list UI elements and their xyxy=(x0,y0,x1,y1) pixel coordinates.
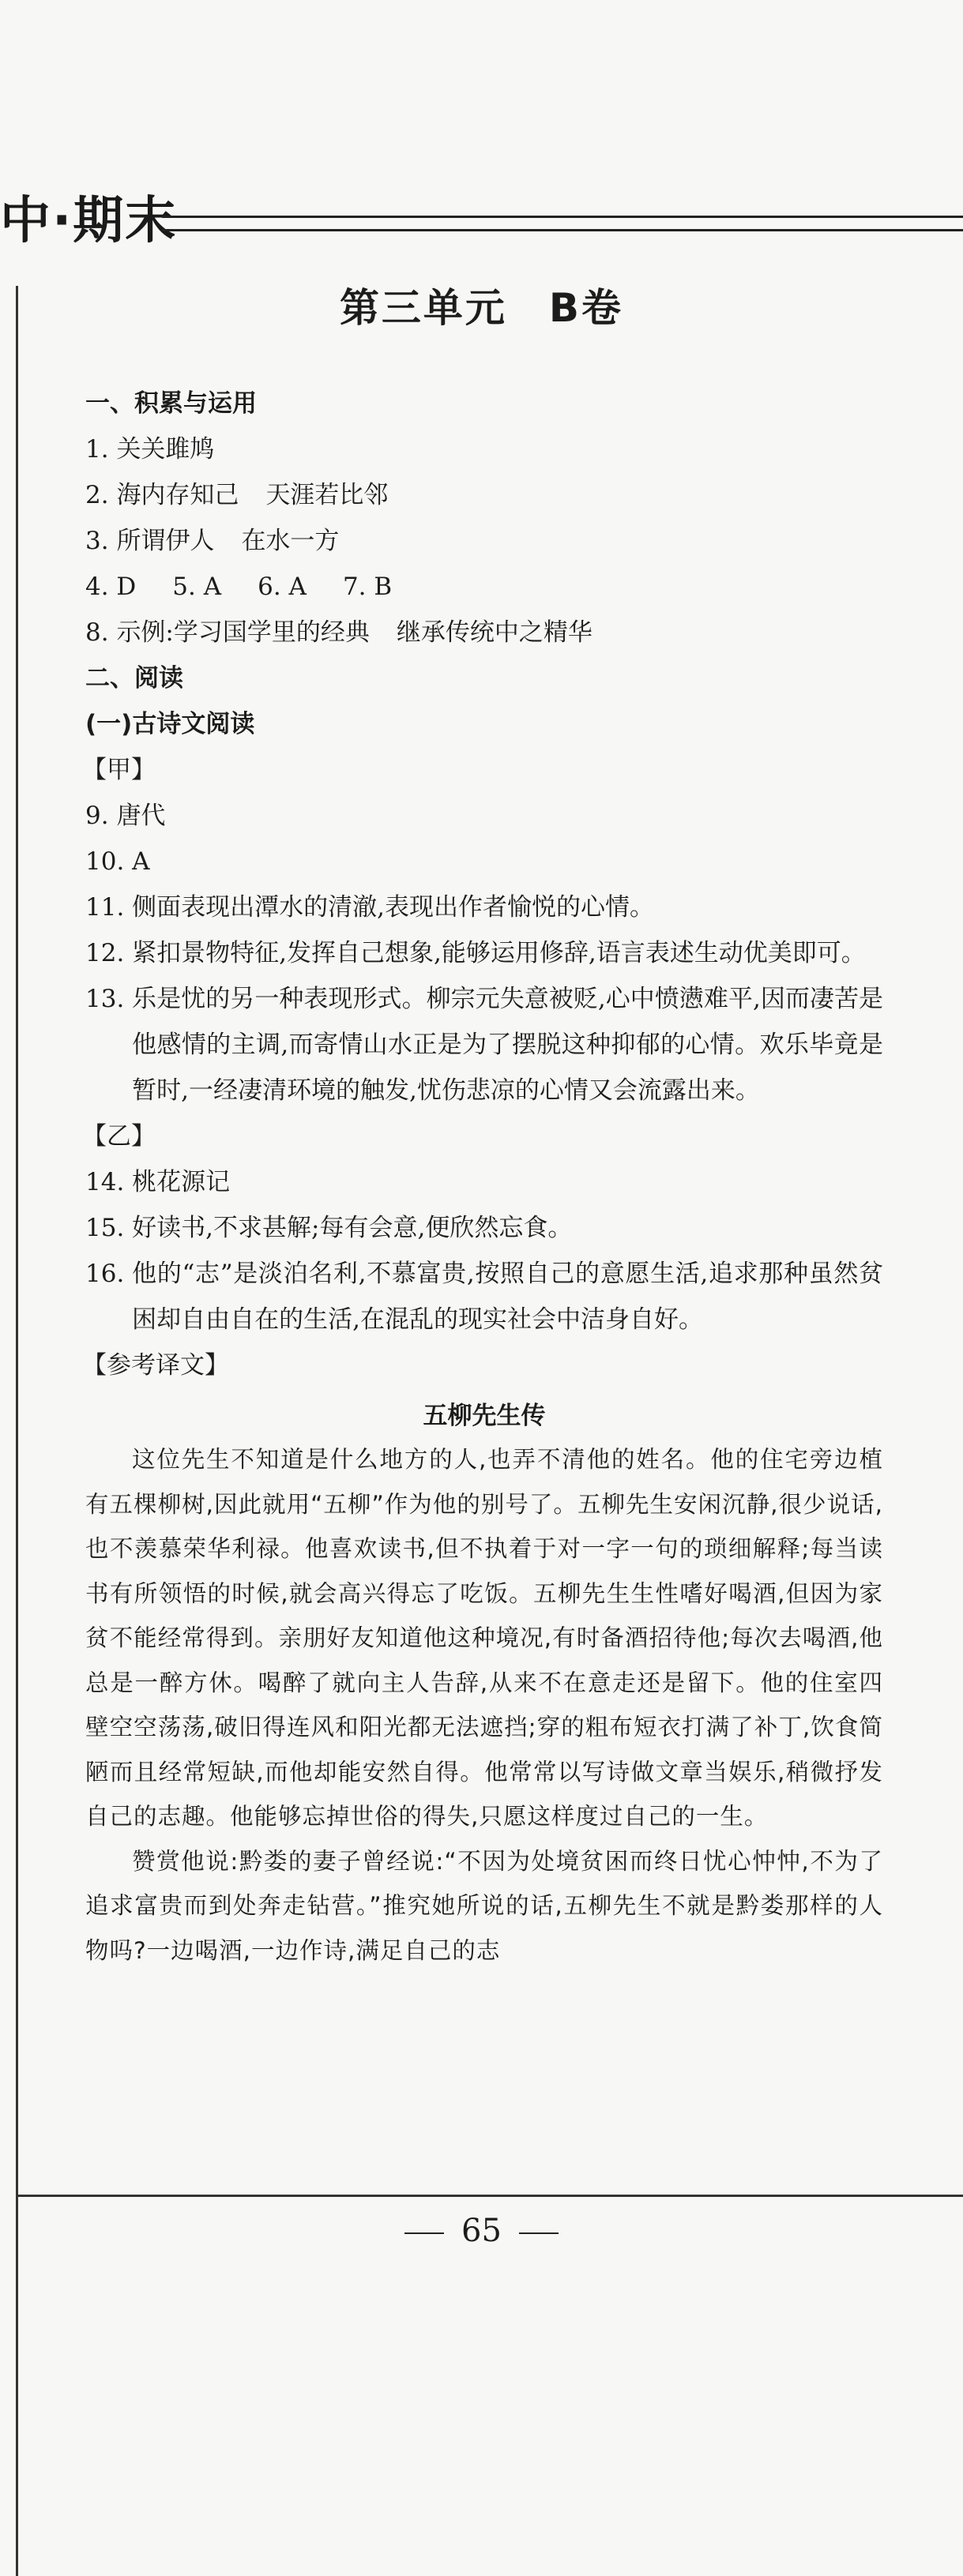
translation-paragraph: 这位先生不知道是什么地方的人,也弄不清他的姓名。他的住宅旁边植有五棵柳树,因此就用“五柳”作为他的别号了。五柳先生安闲沉静,很少说话,也不羡慕荣华利禄。他喜欢读书,但不执着于对一字一句的琐细解释;每当读书有所领悟的时候,就会高兴得忘了吃饭。五柳先生生性嗜好喝酒,但因为家贫不能经常得到。亲朋好友知道他这种境况,有时备酒招待他;每次去喝酒,他总是一醉方休。喝醉了就向主人告辞,从来不在意走还是留下。他的住室四壁空空荡荡,破旧得连风和阳光都无法遮挡;穿的粗布短衣打满了补丁,饮食简陋而且经常短缺,而他却能安然自得。他常常以写诗做文章当娱乐,稍微抒发自己的志趣。他能够忘掉世俗的得失,只愿这样度过自己的一生。 xyxy=(85,1446,883,1830)
answer-7: 7. B xyxy=(342,573,393,601)
answer-14: 14. 桃花源记 xyxy=(85,1168,231,1196)
answer-3: 3. 所谓伊人 在水一方 xyxy=(85,527,340,555)
answer-16: 16. 他的“志”是淡泊名利,不慕富贵,按照自己的意愿生活,追求那种虽然贫困却自由自在的生活,在混乱的现实社会中洁身自好。 xyxy=(85,1260,883,1334)
section-heading: 一、积累与运用 xyxy=(85,389,257,418)
answer-15: 15. 好读书,不求甚解;每有会意,便欣然忘食。 xyxy=(85,1214,573,1242)
answer-2: 2. 海内存知己 天涯若比邻 xyxy=(85,481,389,509)
page-number: 65 xyxy=(0,2203,963,2259)
answer-10: 10. A xyxy=(85,847,150,876)
header-double-rule xyxy=(162,216,963,231)
translation-text xyxy=(85,1437,883,1973)
reference-translation-label: 【参考译文】 xyxy=(82,1351,229,1380)
subsection-heading: (一)古诗文阅读 xyxy=(85,710,255,738)
answer-1: 1. 关关雎鸠 xyxy=(85,435,215,464)
answer-13: 13. 乐是忧的另一种表现形式。柳宗元失意被贬,心中愤懑难平,因而凄苦是他感情的主调,而寄情山水正是为了摆脱这种抑郁的心情。欢乐毕竟是暂时,一经凄清环境的触发,忧伤悲凉的心情又会流露出来。 xyxy=(85,985,883,1105)
footer-rule xyxy=(16,2195,963,2197)
answer-4: 4. D xyxy=(85,573,137,601)
page-title: 第三单元 B卷 xyxy=(339,285,624,331)
answer-6: 6. A xyxy=(258,573,307,601)
answer-8: 8. 示例:学习国学里的经典 继承传统中之精华 xyxy=(85,618,592,647)
passage-label: 【甲】 xyxy=(82,756,156,784)
page-header xyxy=(0,186,963,257)
header-text: 中·期末 xyxy=(0,192,178,250)
translation-paragraph: 赞赏他说:黔娄的妻子曾经说:“不因为处境贫困而终日忧心忡忡,不为了追求富贵而到处奔走钻营。”推究她所说的话,五柳先生不就是黔娄那样的人物吗?一边喝酒,一边作诗,满足自己的志 xyxy=(85,1847,883,1964)
answer-12: 12. 紧扣景物特征,发挥自己想象,能够运用修辞,语言表述生动优美即可。 xyxy=(85,939,866,967)
answer-9: 9. 唐代 xyxy=(85,802,166,830)
dash-right xyxy=(519,2232,559,2234)
answer-choices-4-7 xyxy=(85,564,883,610)
dash-left xyxy=(404,2232,444,2234)
passage-label: 【乙】 xyxy=(82,1122,156,1151)
essay-title: 五柳先生传 xyxy=(423,1402,546,1430)
answer-content xyxy=(82,381,883,1973)
answer-5: 5. A xyxy=(172,573,222,601)
answer-11: 11. 侧面表现出潭水的清澈,表现出作者愉悦的心情。 xyxy=(85,893,655,922)
section-heading: 二、阅读 xyxy=(85,664,183,693)
